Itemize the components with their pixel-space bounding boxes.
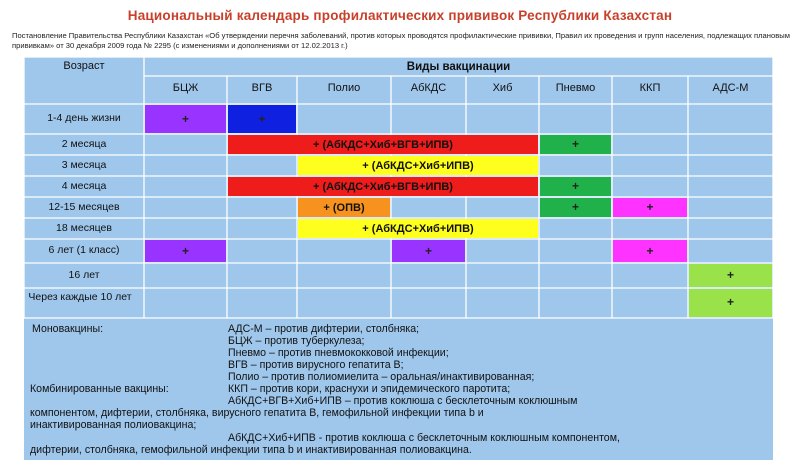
- bar-3-months: + (АбКДС+Хиб+ИПВ): [298, 156, 538, 175]
- row-label-12-15-months: 12-15 месяцев: [48, 201, 120, 213]
- plus-pnevmo-4m: +: [571, 179, 579, 193]
- legend-ads-m: АДС-М – против дифтерии, столбняка;: [228, 323, 420, 335]
- plus-kkp-6y: +: [646, 244, 654, 258]
- legend-bcg: БЦЖ – против туберкулеза;: [228, 335, 365, 347]
- legend-vgv: ВГВ – против вирусного гепатита В;: [228, 359, 404, 371]
- legend-polio: Полио – против полиомиелита – оральная/инактивированная;: [228, 371, 535, 383]
- plus-ads-m-10y: +: [726, 295, 734, 309]
- col-header-kkp: ККП: [639, 82, 661, 94]
- bar-12-15-polio: + (ОПВ): [298, 198, 390, 217]
- plus-bcg-birth: +: [181, 112, 189, 126]
- bar-4-months: + (АбКДС+Хиб+ВГВ+ИПВ): [228, 177, 538, 196]
- plus-bcg-6y: +: [181, 244, 189, 258]
- plus-vgv-birth: +: [258, 112, 266, 126]
- page-title: Национальный календарь профилактических прививок Республики Казахстан: [127, 8, 673, 23]
- row-label-3-months: 3 месяца: [61, 159, 107, 171]
- row-label-2-months: 2 месяца: [61, 138, 107, 150]
- plus-kkp-12m: +: [646, 200, 654, 214]
- col-header-bcg: БЦЖ: [172, 82, 199, 94]
- row-label-18-months: 18 месяцев: [56, 222, 112, 234]
- legend-combo1-line2: компонентом, дифтерии, столбняка, вирусного гепатита В, гемофильной инфекции типа b и: [30, 407, 484, 419]
- col-header-ads-m: АДС-М: [712, 82, 749, 94]
- plus-ads-m-16y: +: [726, 268, 734, 282]
- plus-abkds-6y: +: [424, 244, 432, 258]
- row-label-4-months: 4 месяца: [61, 180, 107, 192]
- col-header-abkds: АбКДС: [410, 82, 447, 94]
- legend-combo1-line1: АбКДС+ВГВ+Хиб+ИПВ – против коклюша с бесклеточным коклюшным: [228, 395, 578, 407]
- row-label-6-years: 6 лет (1 класс): [48, 244, 120, 256]
- col-header-vgv: ВГВ: [251, 82, 273, 94]
- decree-subtitle: Постановление Правительства Республики Казахстан «Об утверждении перечня заболеваний, против которых проводятся профилактические прививки, Правил их проведения и групп населения, подлежащих плановым прививкам» от 30 декабря 2009 года № 2295 (с изменениями и дополнениями от 12.02.2013 г.): [12, 31, 790, 50]
- col-header-polio: Полио: [327, 82, 361, 94]
- legend-pnevmo: Пневмо – против пневмококковой инфекции;: [228, 347, 449, 359]
- plus-pnevmo-12m: +: [571, 200, 579, 214]
- legend-kkp: ККП – против кори, краснухи и эпидемического паротита;: [228, 383, 511, 395]
- col-header-hib: Хиб: [492, 82, 513, 94]
- bar-18-months: + (АбКДС+Хиб+ИПВ): [298, 219, 538, 238]
- age-header: Возраст: [63, 60, 105, 72]
- legend-combo1-line3: инактивированная полиовакцина;: [30, 419, 197, 431]
- legend-combo-label: Комбинированные вакцины:: [30, 383, 169, 395]
- plus-pnevmo-2m: +: [571, 137, 579, 151]
- legend-mono-label: Моновакцины:: [32, 323, 104, 335]
- col-header-pnevmo: Пневмо: [555, 82, 596, 94]
- row-label-1-4-days: 1-4 день жизни: [47, 112, 121, 124]
- legend-combo2-line2: дифтерии, столбняка, гемофильной инфекции типа b и инактивированная полиовакцина.: [30, 444, 472, 456]
- bar-2-months: + (АбКДС+Хиб+ВГВ+ИПВ): [228, 135, 538, 154]
- row-label-every-10-years: Через каждые 10 лет: [28, 291, 132, 303]
- row-label-16-years: 16 лет: [68, 269, 100, 281]
- vaccines-header: Виды вакцинации: [406, 61, 511, 73]
- legend-combo2-line1: АбКДС+Хиб+ИПВ - против коклюша с бесклеточным коклюшным компонентом,: [228, 432, 620, 444]
